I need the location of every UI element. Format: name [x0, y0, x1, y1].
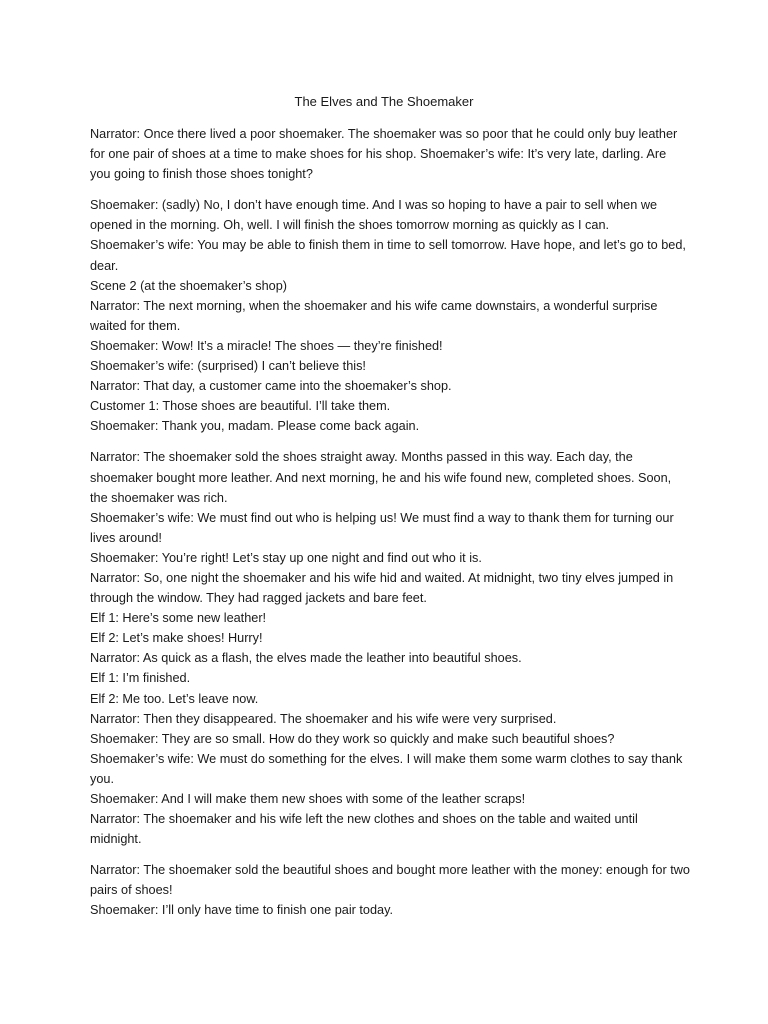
text-line: Shoemaker’s wife: We must find out who is helping us! We must find a way to thank them for turning our lives around! — [90, 510, 674, 545]
text-line: Shoemaker: (sadly) No, I don’t have enough time. And I was so hoping to have a pair to sell when we opened in the morning. Oh, well. I will finish the shoes tomorrow morning as quickly as I can. — [90, 198, 658, 233]
text-line: Narrator: Once there lived a poor shoemaker. The shoemaker was so poor that he could only buy leather for one pair of shoes at a time to make shoes for his shop. Shoemaker’s wife: It’s very late, darling. Are you going to finish those shoes tonight? — [90, 127, 678, 182]
text-line: Shoemaker’s wife: (surprised) I can’t believe this! — [90, 359, 366, 374]
paragraph-4 — [90, 860, 690, 920]
text-line: Narrator: As quick as a flash, the elves made the leather into beautiful shoes. — [90, 651, 522, 666]
text-line: Narrator: The shoemaker sold the beautiful shoes and bought more leather with the money: enough for two pairs of shoes! — [90, 863, 690, 898]
document-title: The Elves and The Shoemaker — [294, 94, 474, 109]
text-line: Elf 1: Here’s some new leather! — [90, 611, 267, 626]
text-line: Shoemaker: Wow! It’s a miracle! The shoes — they’re finished! — [90, 338, 443, 353]
text-line: Narrator: The shoemaker and his wife left the new clothes and shoes on the table and waited until midnight. — [90, 812, 638, 847]
text-line: Narrator: Then they disappeared. The shoemaker and his wife were very surprised. — [90, 711, 557, 726]
text-line: Scene 2 (at the shoemaker’s shop) — [90, 278, 288, 293]
text-line: Narrator: The next morning, when the shoemaker and his wife came downstairs, a wonderful surprise waited for them. — [90, 298, 658, 333]
paragraph-3 — [90, 447, 690, 849]
text-line: Shoemaker: Thank you, madam. Please come back again. — [90, 419, 420, 434]
text-line: Narrator: That day, a customer came into the shoemaker’s shop. — [90, 379, 452, 394]
text-line: Narrator: The shoemaker sold the shoes straight away. Months passed in this way. Each day, the shoemaker bought more leather. And next morning, he and his wife found new, completed shoes. Soon, the shoemaker was rich. — [90, 450, 672, 505]
paragraph-2 — [90, 195, 690, 436]
document-body — [90, 124, 690, 932]
text-line: Shoemaker’s wife: We must do something for the elves. I will make them some warm clothes to say thank you. — [90, 751, 683, 786]
text-line: Shoemaker: You’re right! Let’s stay up one night and find out who it is. — [90, 550, 482, 565]
text-line: Shoemaker: They are so small. How do they work so quickly and make such beautiful shoes? — [90, 731, 615, 746]
text-line: Shoemaker’s wife: You may be able to finish them in time to sell tomorrow. Have hope, and let’s go to bed, dear. — [90, 238, 686, 273]
paragraph-1 — [90, 124, 690, 184]
text-line: Shoemaker: And I will make them new shoes with some of the leather scraps! — [90, 792, 526, 806]
text-line: Elf 2: Me too. Let’s leave now. — [90, 691, 259, 706]
text-line: Narrator: So, one night the shoemaker and his wife hid and waited. At midnight, two tiny elves jumped in through the window. They had ragged jackets and bare feet. — [90, 570, 674, 606]
text-line: Elf 2: Let’s make shoes! Hurry! — [90, 631, 263, 646]
text-line: Customer 1: Those shoes are beautiful. I’ll take them. — [90, 399, 391, 414]
text-line: Shoemaker: I’ll only have time to finish one pair today. — [90, 903, 394, 918]
text-line: Elf 1: I’m finished. — [90, 671, 191, 686]
